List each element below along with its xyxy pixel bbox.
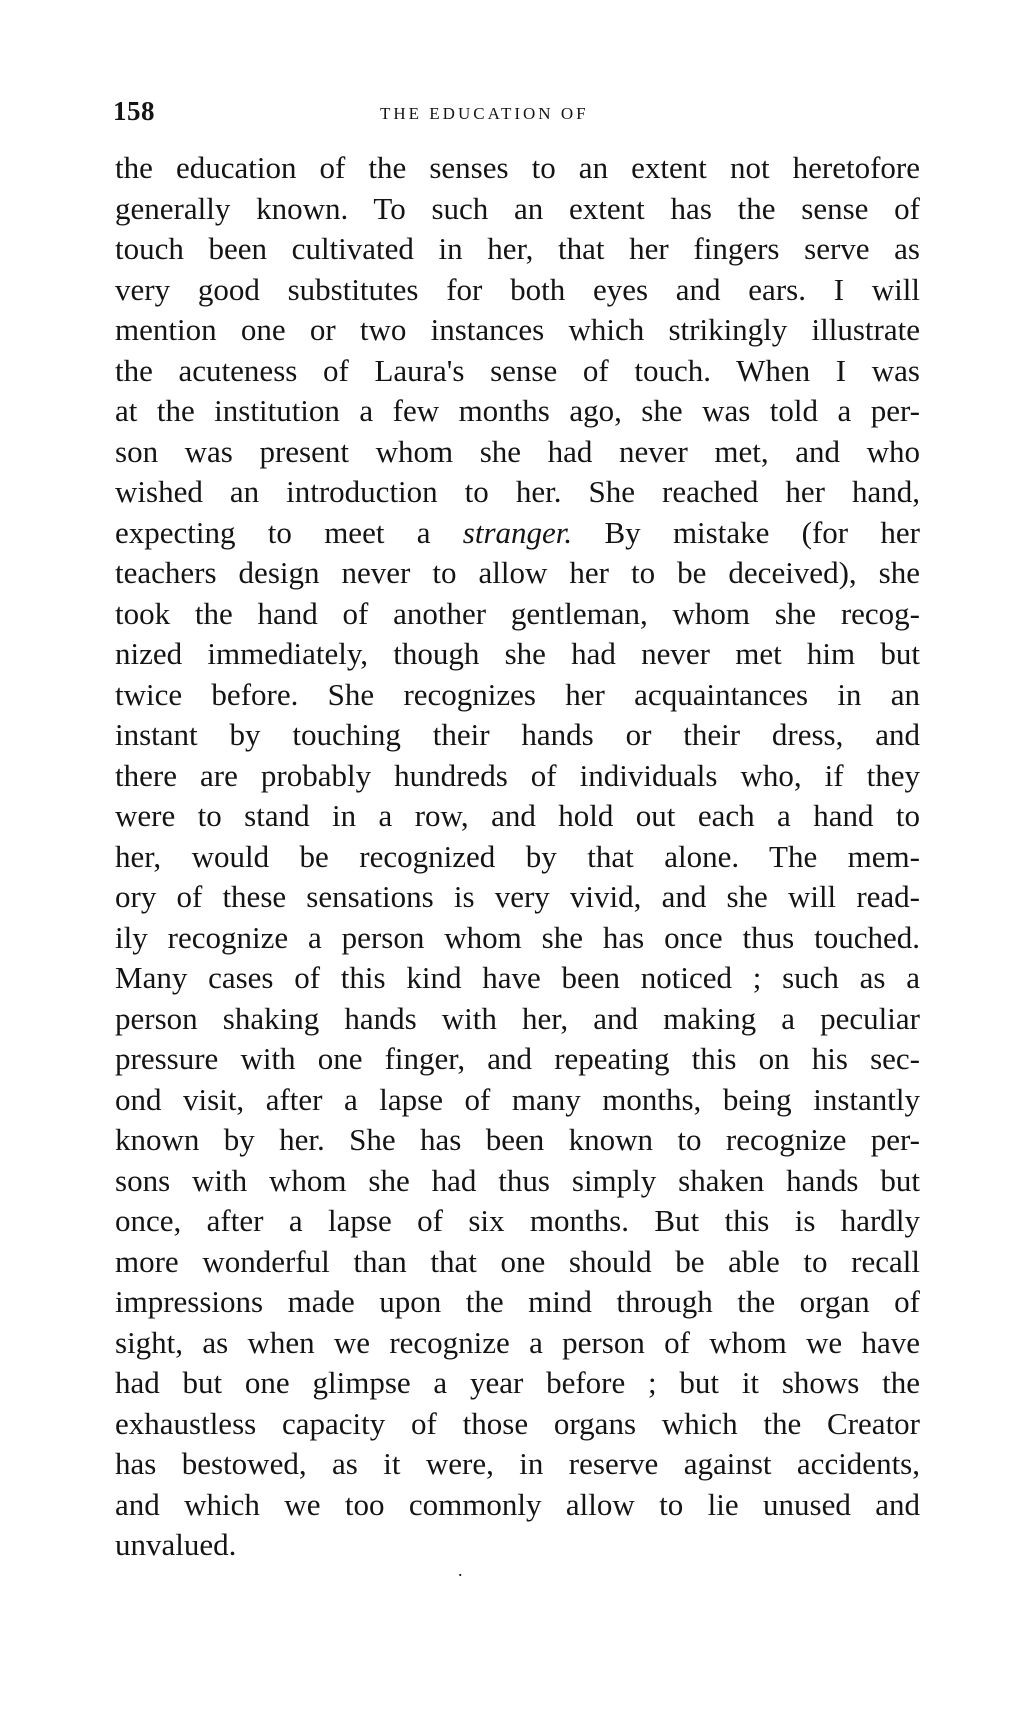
text-line-with-italic [115, 513, 920, 554]
text-line: were to stand in a row, and hold out each a hand to [115, 798, 920, 833]
text-line: there are probably hundreds of individuals who, if they [115, 757, 920, 793]
text-line: known by her. She has been known to recognize per- [115, 1122, 920, 1157]
text-line: the education of the senses to an extent not heretofore [115, 150, 920, 185]
text-segment: expecting to meet a [115, 514, 463, 550]
text-line: person shaking hands with her, and making a peculiar [115, 1000, 920, 1036]
text-line: instant by touching their hands or their dress, and [115, 717, 920, 752]
text-line: the acuteness of Laura's sense of touch. When I was [115, 352, 920, 388]
text-line: had but one glimpse a year before ; but it shows the [115, 1365, 920, 1400]
text-line: once, after a lapse of six months. But this is hardly [115, 1203, 920, 1238]
text-line: pressure with one finger, and repeating this on his sec- [115, 1041, 920, 1076]
text-line: more wonderful than that one should be able to recall [115, 1243, 920, 1279]
text-line: ily recognize a person whom she has once thus touched. [115, 919, 920, 955]
running-title: THE EDUCATION OF [380, 104, 589, 123]
text-line: sight, as when we recognize a person of whom we have [115, 1324, 920, 1360]
body-text [115, 148, 920, 1566]
text-line: impressions made upon the mind through the organ of [115, 1284, 920, 1319]
text-line: very good substitutes for both eyes and ears. I will [115, 271, 920, 307]
text-segment: By mistake (for her [572, 514, 921, 550]
footer-mark: . [458, 1560, 463, 1580]
text-line: exhaustless capacity of those organs which the Creator [115, 1405, 920, 1441]
text-line: her, would be recognized by that alone. The mem- [115, 838, 920, 874]
text-line: at the institution a few months ago, she was told a per- [115, 393, 920, 428]
text-line: ory of these sensations is very vivid, and she will read- [115, 879, 920, 914]
text-line-last: unvalued. [115, 1527, 237, 1562]
text-line: touch been cultivated in her, that her fingers serve as [115, 231, 920, 266]
text-line: teachers design never to allow her to be deceived), she [115, 555, 920, 590]
text-line: has bestowed, as it were, in reserve against accidents, [115, 1446, 920, 1481]
text-line: son was present whom she had never met, and who [115, 433, 920, 469]
text-line: generally known. To such an extent has the sense of [115, 190, 920, 226]
text-line: Many cases of this kind have been noticed ; such as a [115, 960, 920, 995]
text-line: mention one or two instances which strikingly illustrate [115, 312, 920, 347]
text-line: took the hand of another gentleman, whom she recog- [115, 595, 920, 631]
italic-word: stranger. [462, 514, 573, 550]
page-number: 158 [113, 96, 155, 126]
text-line: twice before. She recognizes her acquaintances in an [115, 676, 920, 712]
text-line: ond visit, after a lapse of many months, being instantly [115, 1081, 920, 1117]
text-line: nized immediately, though she had never met him but [115, 636, 920, 671]
text-line: wished an introduction to her. She reached her hand, [115, 474, 920, 509]
text-line: and which we too commonly allow to lie unused and [115, 1486, 920, 1522]
text-line: sons with whom she had thus simply shaken hands but [115, 1162, 920, 1198]
